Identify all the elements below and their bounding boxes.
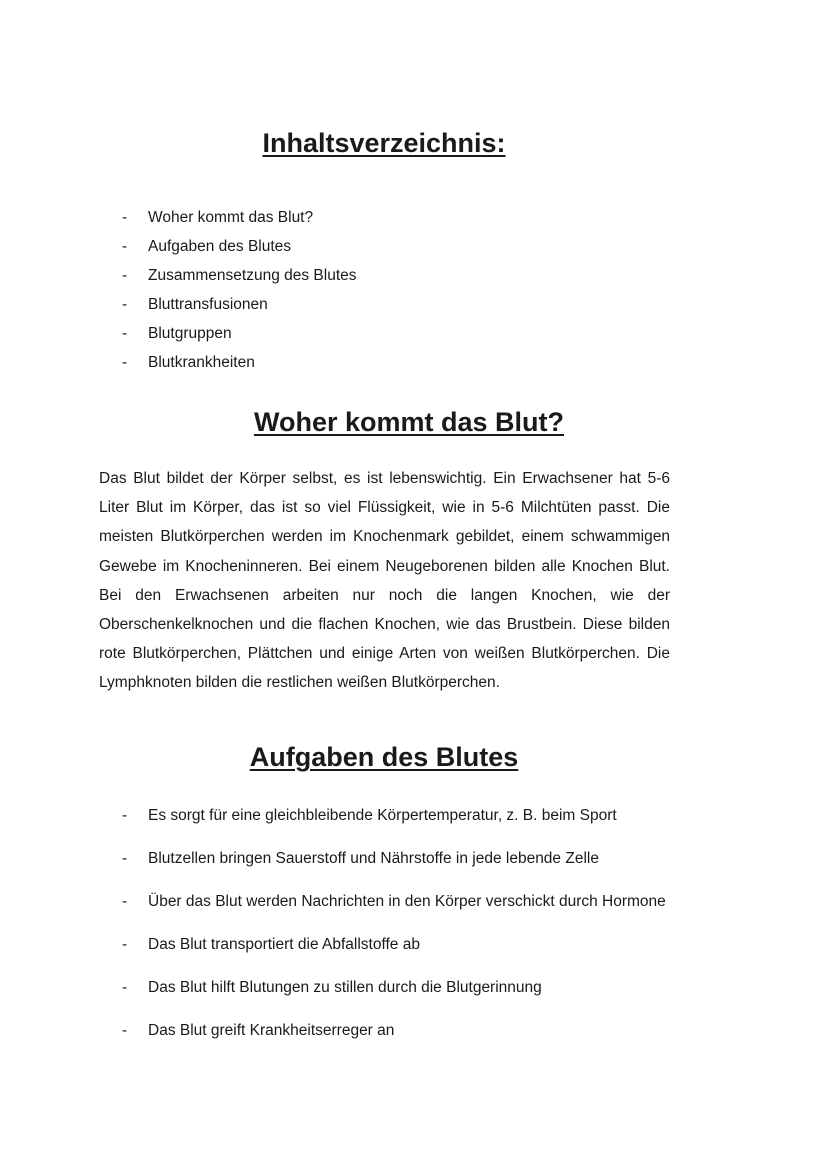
dash-bullet: -: [122, 209, 128, 226]
tasks-item-text: Das Blut greift Krankheitserreger an: [148, 1022, 395, 1039]
toc-item: [122, 319, 670, 348]
dash-bullet: -: [122, 296, 128, 313]
toc-item-label: Blutgruppen: [148, 325, 232, 342]
tasks-item: [122, 1017, 670, 1046]
dash-bullet: -: [122, 807, 128, 824]
toc-heading: Inhaltsverzeichnis:: [262, 128, 506, 158]
tasks-item-text: Über das Blut werden Nachrichten in den Körper verschickt durch Hormone: [148, 893, 666, 910]
tasks-item: [122, 888, 670, 917]
toc-item: [122, 290, 670, 319]
tasks-item-text: Blutzellen bringen Sauerstoff und Nährstoffe in jede lebende Zelle: [148, 850, 599, 867]
toc-list: [122, 203, 670, 377]
dash-bullet: -: [122, 850, 128, 867]
tasks-item-text: Das Blut hilft Blutungen zu stillen durch die Blutgerinnung: [148, 979, 542, 996]
toc-item-label: Zusammensetzung des Blutes: [148, 267, 357, 284]
tasks-item-text: Es sorgt für eine gleichbleibende Körpertemperatur, z. B. beim Sport: [148, 807, 617, 824]
toc-item-label: Bluttransfusionen: [148, 296, 268, 313]
tasks-item-text: Das Blut transportiert die Abfallstoffe ab: [148, 936, 420, 953]
toc-item: [122, 232, 670, 261]
tasks-item: [122, 931, 670, 960]
origin-paragraph: Das Blut bildet der Körper selbst, es ist lebenswichtig. Ein Erwachsener hat 5-6 Liter Blut im Körper, das ist so viel Flüssigkeit, wie in 5-6 Milchtüten passt. Die meisten Blutkörperchen werden im Knochenmark gebildet, einem schwammigen Gewebe im Knocheninneren. Bei einem Neugeborenen bilden alle Knochen Blut. Bei den Erwachsenen arbeiten nur noch die langen Knochen, wie der Oberschenkelknochen und die flachen Knochen, wie das Brustbein. Diese bilden rote Blutkörperchen, Plättchen und einige Arten von weißen Blutkörperchen. Die Lymphknoten bilden die restlichen weißen Blutkörperchen.: [99, 470, 670, 692]
dash-bullet: -: [122, 1022, 128, 1039]
dash-bullet: -: [122, 979, 128, 996]
dash-bullet: -: [122, 325, 128, 342]
tasks-heading: Aufgaben des Blutes: [249, 742, 519, 772]
dash-bullet: -: [122, 893, 128, 910]
dash-bullet: -: [122, 354, 128, 371]
dash-bullet: -: [122, 936, 128, 953]
dash-bullet: -: [122, 267, 128, 284]
toc-item: [122, 203, 670, 232]
tasks-item: [122, 845, 670, 874]
origin-heading: Woher kommt das Blut?: [253, 407, 565, 437]
toc-item: [122, 261, 670, 290]
tasks-item: [122, 802, 670, 831]
tasks-item: [122, 974, 670, 1003]
dash-bullet: -: [122, 238, 128, 255]
tasks-list: [122, 802, 670, 1060]
toc-item-label: Aufgaben des Blutes: [148, 238, 292, 255]
toc-item-label: Woher kommt das Blut?: [148, 209, 314, 226]
toc-item: [122, 348, 670, 377]
toc-item-label: Blutkrankheiten: [148, 354, 255, 371]
